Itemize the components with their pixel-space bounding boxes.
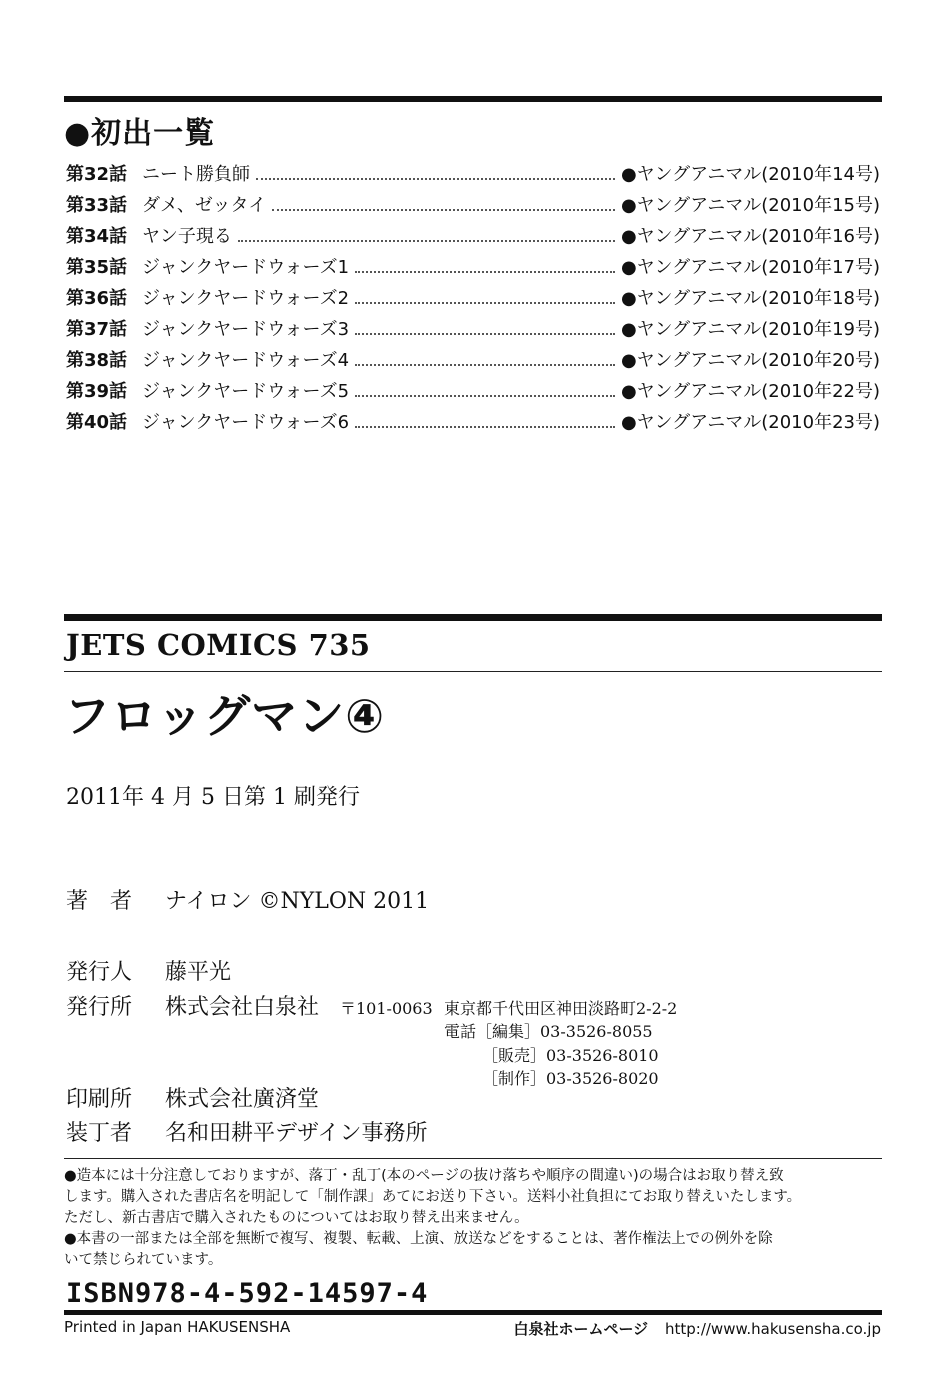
- bottom-rule: [64, 1310, 882, 1315]
- list-item: [66, 160, 880, 191]
- notice-line: ●造本には十分注意しておりますが、落丁・乱丁(本のページの抜け落ちや順序の間違い)の場合はお取り替え致: [64, 1168, 784, 1184]
- author-name: ナイロン ©NYLON 2011: [165, 889, 430, 914]
- author-row: [66, 884, 429, 915]
- episode-source: ●ヤングアニマル(2010年20号): [620, 350, 880, 371]
- episode-title: ジャンクヤードウォーズ6: [142, 412, 350, 433]
- episode-source: ●ヤングアニマル(2010年18号): [620, 288, 880, 309]
- address: 東京都千代田区神田淡路町2-2-2: [444, 999, 678, 1018]
- publisher-row: [66, 990, 319, 1021]
- notice-text: [64, 1166, 882, 1271]
- leader-dots: [355, 364, 615, 366]
- episode-title: ジャンクヤードウォーズ2: [142, 288, 350, 309]
- phone-sales: ［販売］03-3526-8010: [482, 1046, 659, 1065]
- designer-name: 名和田耕平デザイン事務所: [165, 1121, 428, 1146]
- phone-editorial: 電話［編集］03-3526-8055: [444, 1022, 653, 1041]
- printer-row: [66, 1082, 319, 1113]
- episode-source: ●ヤングアニマル(2010年15号): [620, 195, 880, 216]
- leader-dots: [238, 240, 615, 242]
- leader-dots: [355, 395, 615, 397]
- leader-dots: [256, 178, 615, 180]
- episode-title: ジャンクヤードウォーズ1: [142, 257, 350, 278]
- episode-number: 第39話: [66, 381, 128, 402]
- episode-source: ●ヤングアニマル(2010年17号): [620, 257, 880, 278]
- leader-dots: [355, 426, 615, 428]
- designer-row: [66, 1116, 427, 1147]
- publish-date: 2011年 4 月 5 日第 1 刷発行: [66, 785, 360, 810]
- episode-title: ニート勝負師: [142, 164, 250, 185]
- episode-number: 第38話: [66, 350, 128, 371]
- episode-source: ●ヤングアニマル(2010年14号): [620, 164, 880, 185]
- list-item: [66, 222, 880, 253]
- publisher-person-row: [66, 955, 231, 986]
- printer-name: 株式会社廣済堂: [165, 1087, 320, 1112]
- phone-production: ［制作］03-3526-8020: [482, 1069, 659, 1088]
- publisher-person-label: 発行人: [66, 960, 133, 985]
- homepage-label: 白泉社ホームページ: [513, 1320, 649, 1338]
- episode-number: 第33話: [66, 195, 128, 216]
- episode-number: 第40話: [66, 412, 128, 433]
- printer-label: 印刷所: [66, 1087, 133, 1112]
- episode-number: 第36話: [66, 288, 128, 309]
- author-label: 著者: [66, 889, 155, 914]
- book-title: フロッグマン④: [64, 689, 386, 743]
- episode-number: 第35話: [66, 257, 128, 278]
- publisher-person: 藤平光: [165, 960, 232, 985]
- episode-title: ジャンクヤードウォーズ3: [142, 319, 350, 340]
- episode-title: ヤン子現る: [142, 226, 232, 247]
- leader-dots: [355, 333, 615, 335]
- list-item: [66, 284, 880, 315]
- first-appearance-list: [66, 160, 880, 439]
- episode-source: ●ヤングアニマル(2010年22号): [620, 381, 880, 402]
- episode-source: ●ヤングアニマル(2010年16号): [620, 226, 880, 247]
- divider: [64, 1158, 882, 1159]
- homepage-url[interactable]: http://www.hakusensha.co.jp: [664, 1320, 881, 1338]
- publisher-label: 発行所: [66, 995, 133, 1020]
- notice-line: いて禁じられています。: [64, 1252, 223, 1268]
- episode-title: ダメ、ゼッタイ: [142, 195, 267, 216]
- colophon-rule: [64, 614, 882, 621]
- divider: [64, 671, 882, 672]
- episode-title: ジャンクヤードウォーズ4: [142, 350, 350, 371]
- episode-number: 第37話: [66, 319, 128, 340]
- leader-dots: [355, 302, 615, 304]
- list-item: [66, 253, 880, 284]
- top-rule: [64, 96, 882, 102]
- first-appearance-heading: ●初出一覧: [64, 116, 216, 151]
- episode-title: ジャンクヤードウォーズ5: [142, 381, 350, 402]
- leader-dots: [272, 209, 615, 211]
- episode-source: ●ヤングアニマル(2010年23号): [620, 412, 880, 433]
- list-item: [66, 346, 880, 377]
- episode-number: 第34話: [66, 226, 128, 247]
- notice-line: します。購入された書店名を明記して「制作課」あてにお送り下さい。送料小社負担にてお取り替えいたします。: [64, 1189, 802, 1205]
- list-item: [66, 191, 880, 222]
- list-item: [66, 408, 880, 439]
- list-item: [66, 377, 880, 408]
- leader-dots: [355, 271, 615, 273]
- publisher-name: 株式会社白泉社: [165, 995, 320, 1020]
- series-label: JETS COMICS 735: [66, 628, 371, 662]
- designer-label: 装丁者: [66, 1121, 133, 1146]
- postal-code: 〒101-0063: [340, 999, 433, 1018]
- episode-number: 第32話: [66, 164, 128, 185]
- notice-line: ただし、新古書店で購入されたものについてはお取り替え出来ません。: [64, 1210, 529, 1226]
- isbn: ISBN978-4-592-14597-4: [66, 1278, 429, 1309]
- notice-line: ●本書の一部または全部を無断で複写、複製、転載、上演、放送などをすることは、著作権法上での例外を除: [64, 1231, 773, 1247]
- episode-source: ●ヤングアニマル(2010年19号): [620, 319, 880, 340]
- homepage: [513, 1318, 881, 1339]
- printed-in: Printed in Japan HAKUSENSHA: [64, 1318, 291, 1336]
- list-item: [66, 315, 880, 346]
